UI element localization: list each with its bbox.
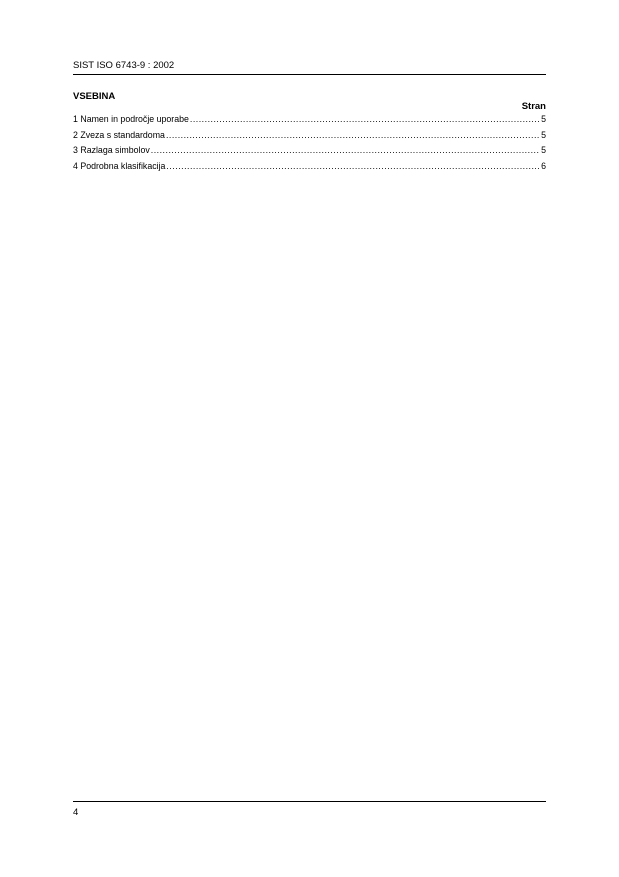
toc-title: VSEBINA	[73, 91, 116, 102]
toc-entry-page: 6	[541, 160, 546, 171]
toc-dot-leader	[190, 114, 540, 124]
toc-entry-label: 4 Podrobna klasifikacija	[73, 160, 166, 171]
toc-entry-label: 3 Razlaga simbolov	[73, 145, 150, 155]
header-divider	[73, 74, 546, 75]
toc-entry[interactable]	[73, 161, 546, 177]
toc-dot-leader	[166, 161, 540, 171]
toc-entry-page: 5	[541, 114, 546, 124]
document-identifier: SIST ISO 6743-9 : 2002	[73, 60, 175, 71]
toc-entry[interactable]	[73, 145, 546, 161]
toc-entry[interactable]	[73, 114, 546, 130]
toc-entry-label: 2 Zveza s standardoma	[73, 129, 165, 140]
toc-entry-page: 5	[541, 129, 546, 140]
toc-page-column-label: Stran	[521, 101, 546, 112]
toc-dot-leader	[166, 130, 540, 140]
toc-dot-leader	[151, 145, 540, 155]
page-number: 4	[73, 807, 79, 818]
toc-list	[73, 114, 546, 176]
toc-entry-page: 5	[541, 145, 546, 155]
toc-entry[interactable]	[73, 130, 546, 146]
footer-divider	[73, 801, 546, 802]
toc-entry-label: 1 Namen in področje uporabe	[73, 114, 189, 124]
